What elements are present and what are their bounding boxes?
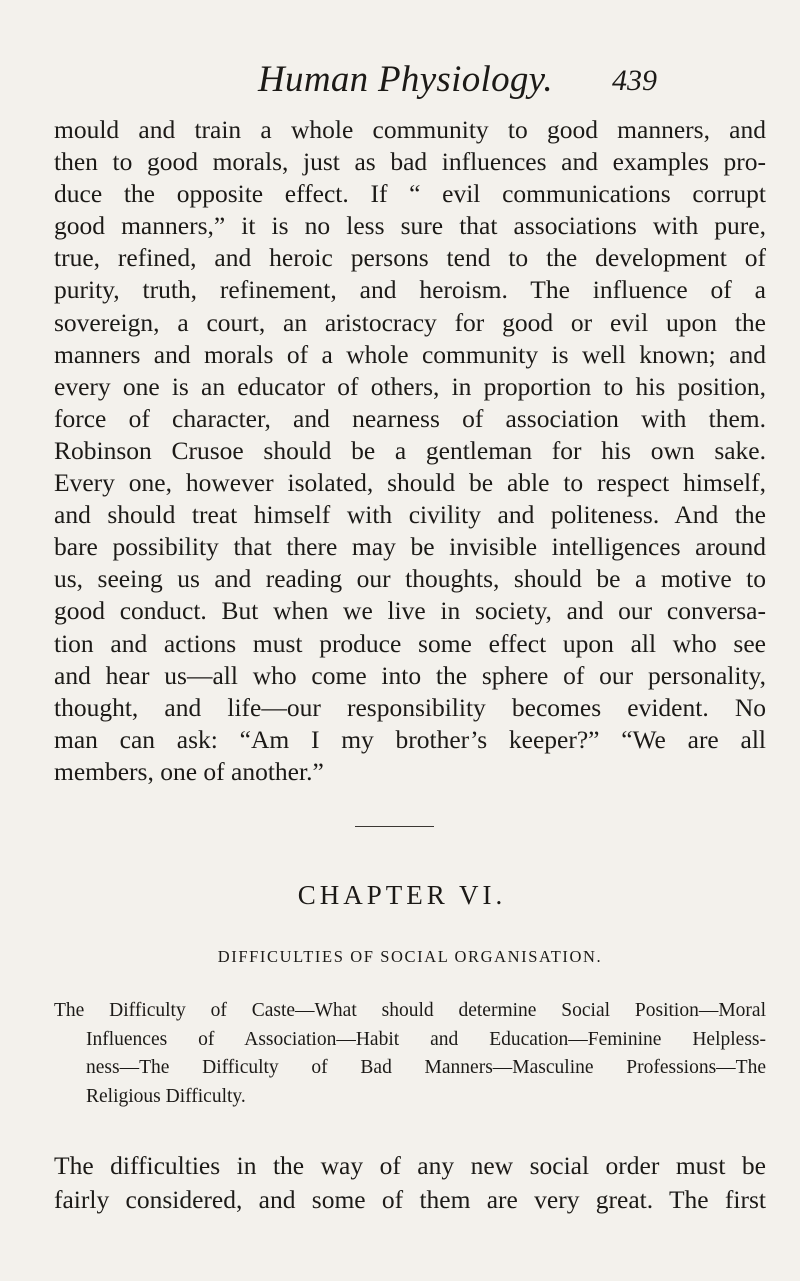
chapter-title: DIFFICULTIES OF SOCIAL ORGANISATION. <box>217 947 603 966</box>
text-line: bare possibility that there may be invisible intelligences around <box>54 532 766 562</box>
text-line: duce the opposite effect. If “ evil communications corrupt <box>54 179 766 209</box>
synopsis-line: Religious Difficulty. <box>86 1085 246 1107</box>
text-line: tion and actions must produce some effect upon all who see <box>54 628 766 658</box>
text-line: thought, and life—our responsibility becomes evident. No <box>54 692 766 722</box>
text-line: mould and train a whole community to good manners, and <box>54 115 766 144</box>
text-line: every one is an educator of others, in proportion to his position, <box>54 371 766 401</box>
synopsis-line: ness—The Difficulty of Bad Manners—Masculine Professions—The <box>86 1057 766 1078</box>
text-line: Robinson Crusoe should be a gentleman for his own sake. <box>54 435 766 465</box>
running-title: Human Physiology. <box>258 59 553 100</box>
section-divider <box>355 826 434 827</box>
opening-paragraph <box>54 1149 766 1216</box>
text-line: sovereign, a court, an aristocracy for good or evil upon the <box>54 307 766 337</box>
text-line: purity, truth, refinement, and heroism. The influence of a <box>54 275 766 305</box>
body-paragraph <box>54 114 766 788</box>
text-line: Every one, however isolated, should be able to respect himself, <box>54 468 766 498</box>
text-line: force of character, and nearness of association with them. <box>54 403 766 433</box>
text-line: us, seeing us and reading our thoughts, should be a motive to <box>54 564 766 594</box>
text-line: The difficulties in the way of any new social order must be <box>54 1151 766 1180</box>
text-line: fairly considered, and some of them are very great. The first <box>54 1184 766 1214</box>
text-line: manners and morals of a whole community is well known; and <box>54 339 766 369</box>
chapter-synopsis <box>54 997 766 1111</box>
text-line: members, one of another.” <box>54 756 324 786</box>
text-line: and hear us—all who come into the sphere of our personality, <box>54 660 766 690</box>
synopsis-line: The Difficulty of Caste—What should determine Social Position—Moral <box>54 1000 766 1021</box>
running-head <box>0 58 800 108</box>
page-number: 439 <box>612 64 657 97</box>
text-line: then to good morals, just as bad influences and examples pro- <box>54 147 766 177</box>
chapter-heading: CHAPTER VI. <box>297 880 507 910</box>
text-line: good manners,” it is no less sure that associations with pure, <box>54 211 766 241</box>
text-line: and should treat himself with civility and politeness. And the <box>54 500 766 530</box>
text-line: good conduct. But when we live in society, and our conversa- <box>54 596 766 626</box>
text-line: true, refined, and heroic persons tend to the development of <box>54 243 766 273</box>
synopsis-line: Influences of Association—Habit and Education—Feminine Helpless- <box>86 1028 766 1050</box>
text-line: man can ask: “Am I my brother’s keeper?” “We are all <box>54 724 766 754</box>
